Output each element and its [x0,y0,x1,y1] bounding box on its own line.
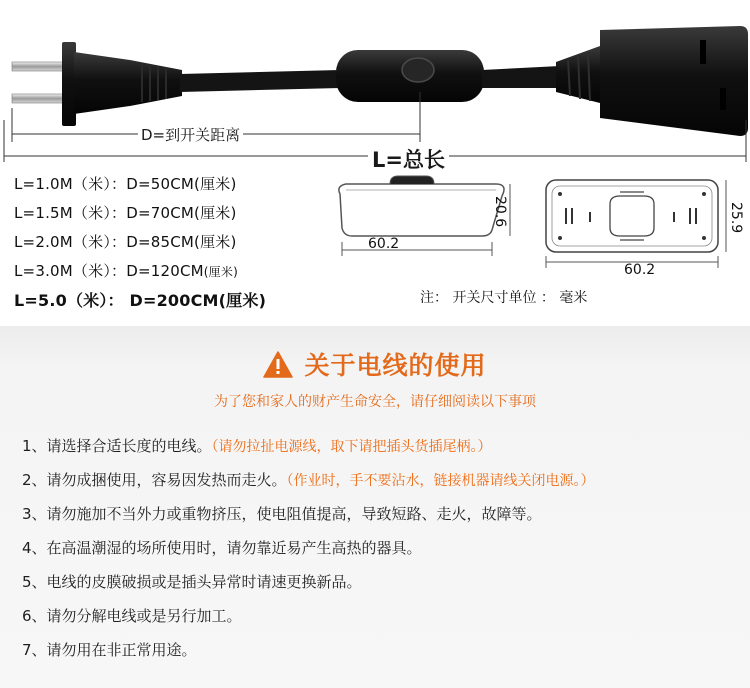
switch-rocker [402,58,434,82]
product-diagram [0,0,750,320]
rule-text: 2、请勿成捆使用，容易因发热而走火。 [22,471,287,489]
rule-note: （请勿拉扯电源线，取下请把插头货插尾柄。） [211,439,492,455]
length-spec-list [14,170,354,315]
list-item [22,463,742,497]
spec-row [14,286,354,315]
usage-title-row [0,346,750,382]
usage-title: 关于电线的使用 [304,351,487,380]
cable-left [180,70,340,92]
spec-row [14,170,354,199]
rule-text: 3、请勿施加不当外力或重物挤压，使电阻值提高，导致短路、走火，故障等。 [22,505,542,523]
usage-section [0,326,750,688]
switch-width-label: 25.9 [728,202,744,234]
switch-top-length-label: 60.2 [624,262,656,278]
list-item [22,531,742,565]
rule-note: （作业时，手不要沾水，链接机器请线关闭电源。） [286,473,595,489]
usage-rules-list [22,429,742,667]
list-item [22,633,742,667]
spec-row [14,199,354,228]
list-item [22,599,742,633]
cable-right [482,66,560,88]
switch-height-label: 20.6 [492,196,508,228]
unit-note: 注： 开关尺寸单位 ： 毫米 [420,290,588,306]
socket-body [600,26,748,136]
list-item [22,429,742,463]
socket-hole-bottom [720,88,726,110]
spec-row [14,228,354,257]
warning-icon [263,351,293,378]
spec-row [14,257,354,286]
plug-pin-top [12,62,64,71]
d-distance-label: D=到开关距离 [138,124,243,145]
list-item [22,565,742,599]
plug-pin-bottom [12,94,64,103]
rule-text: 7、请勿用在非正常用途。 [22,641,197,659]
socket-hole-top [700,40,706,64]
plug-flange [62,42,76,126]
rule-text: 4、在高温潮湿的场所使用时，请勿靠近易产生高热的器具。 [22,539,422,557]
list-item [22,497,742,531]
rule-text: 5、电线的皮膜破损或是插头异常时请速更换新品。 [22,573,362,591]
rule-text: 6、请勿分解电线或是另行加工。 [22,607,242,625]
switch-side-length-label: 60.2 [368,236,400,252]
switch-top-view [540,176,740,276]
spec-text: L=1.5M（米）：D=70CM(厘米) [14,204,237,222]
spec-text: L=1.0M（米）：D=50CM(厘米) [14,175,237,193]
spec-unit: (厘米) [203,265,238,279]
spec-text: L=2.0M（米）：D=85CM(厘米) [14,233,237,251]
spec-text: L=5.0（米）： D=200CM(厘米) [14,291,267,310]
spec-text: L=3.0M（米）：D=120CM [14,262,204,280]
rule-text: 1、请选择合适长度的电线。 [22,437,212,455]
usage-subtitle: 为了您和家人的财产生命安全，请仔细阅读以下事项 [214,394,536,410]
l-total-length-label: L=总长 [368,144,449,174]
